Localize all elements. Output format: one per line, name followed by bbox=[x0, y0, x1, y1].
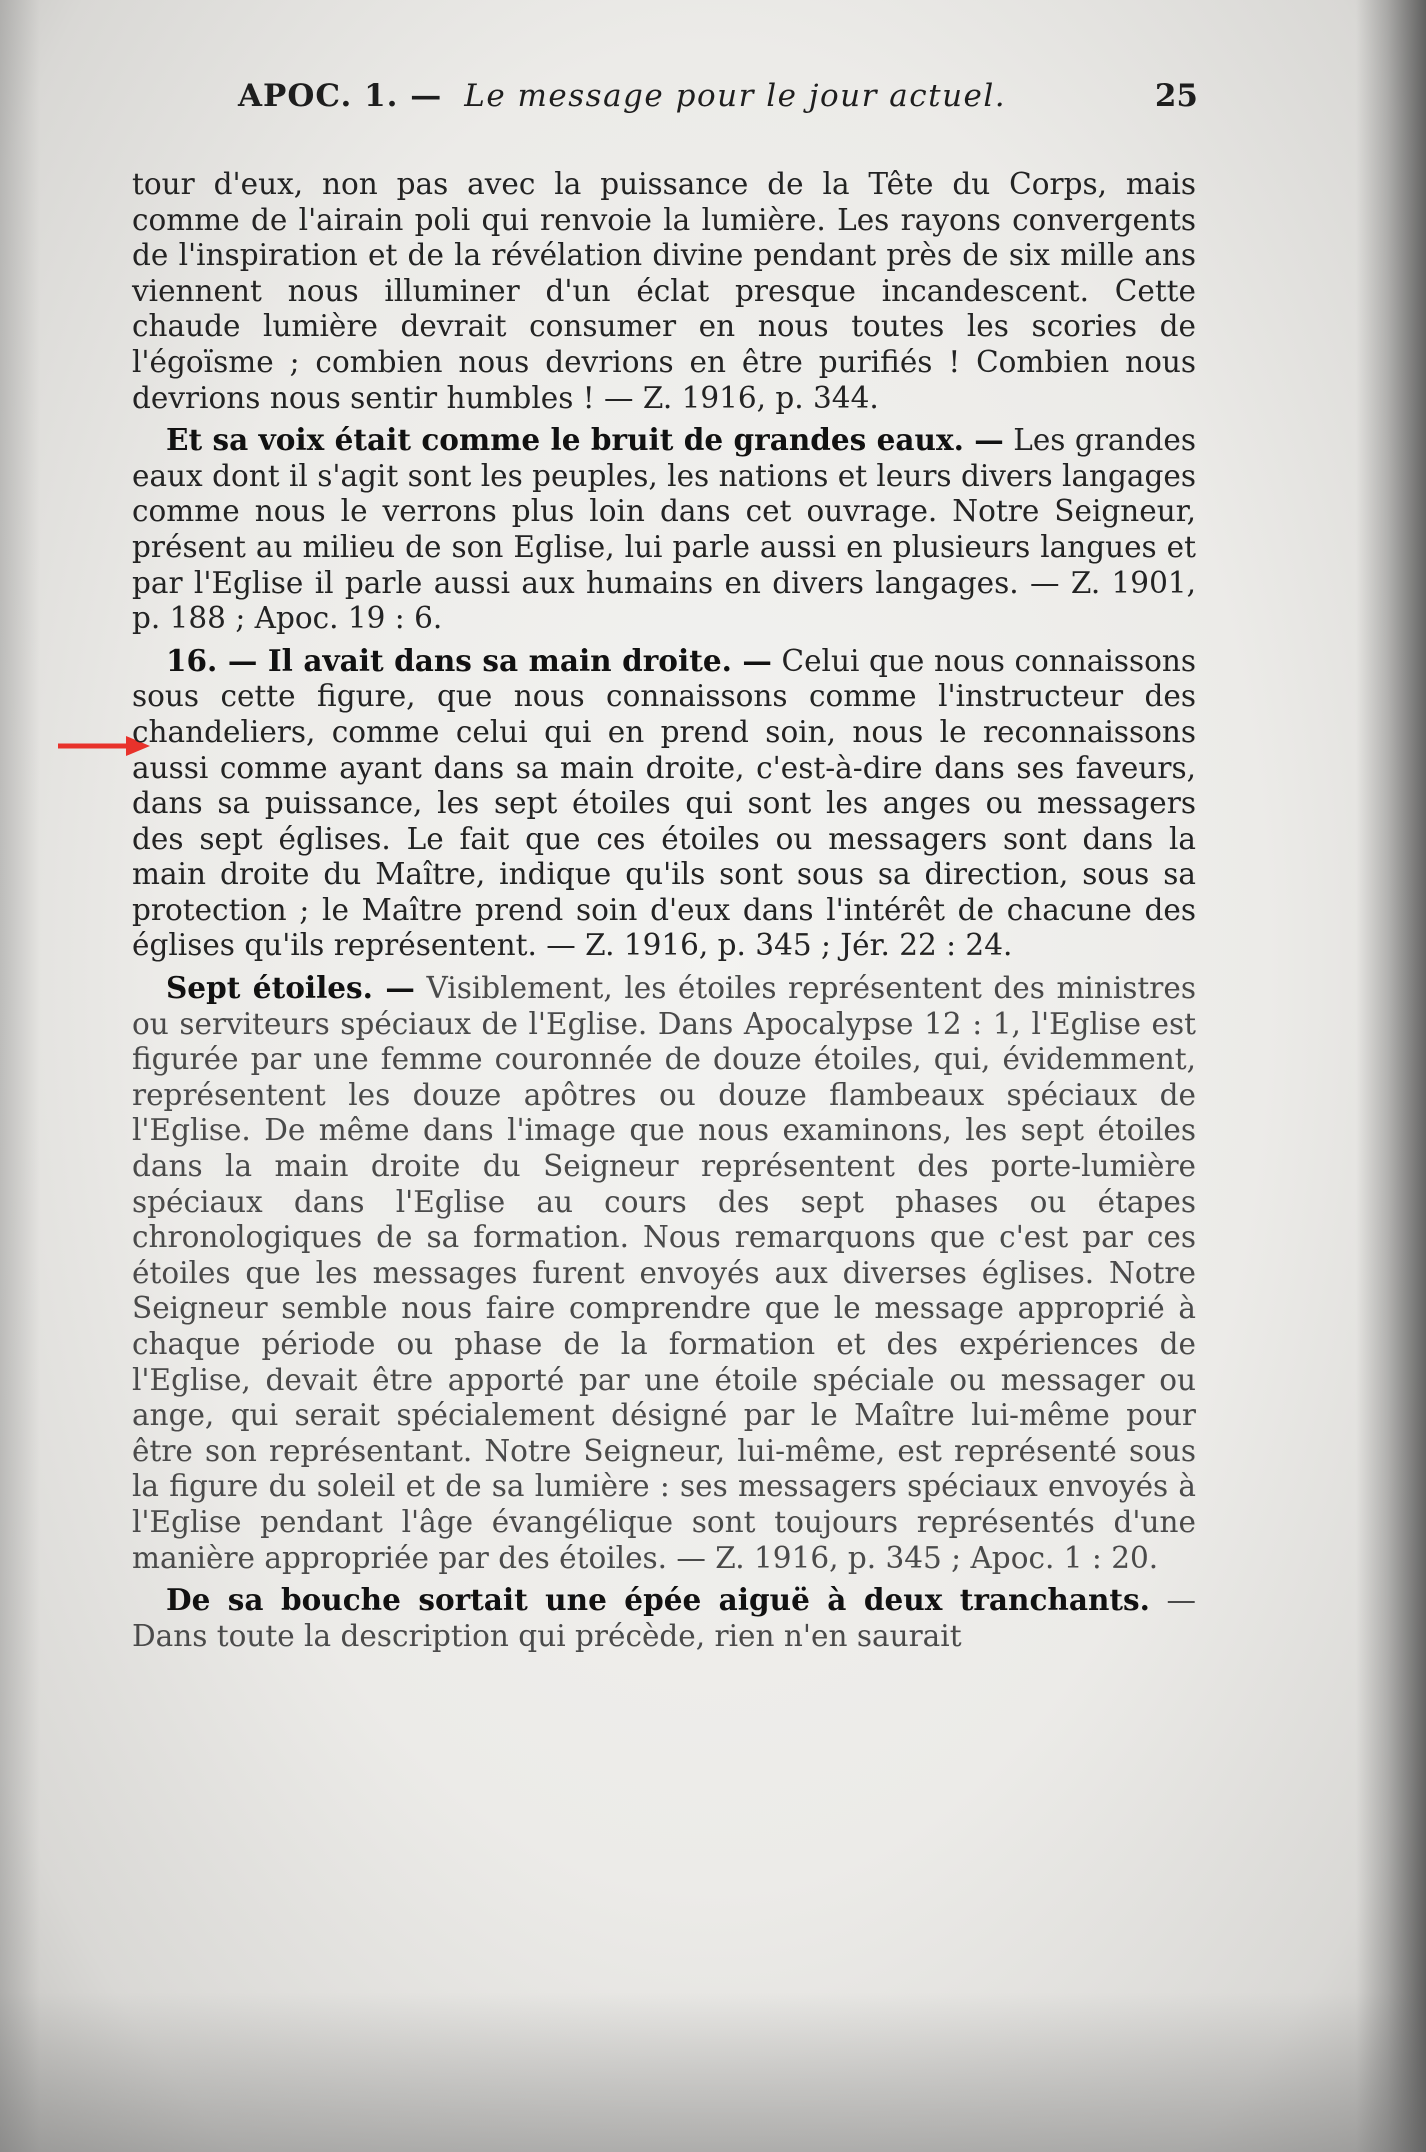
page-shadow-bottom bbox=[0, 1992, 1426, 2152]
page-number: 25 bbox=[1154, 78, 1198, 114]
paragraph-3-verse-16 bbox=[132, 643, 1196, 964]
paragraph-text: Visiblement, les étoiles représentent des ministres ou serviteurs spéciaux de l'Eglise. Dans Apocalypse 12 : 1, l'Eglise est figurée par une femme couronnée de douze étoiles, qui, évidemment, représentent les douze apôtres ou douze flambeaux spéciaux de l'Eglise. De même dans l'image que nous examinons, les sept étoiles dans la main droite du Seigneur représentent des porte-lumière spéciaux dans l'Eglise au cours des sept phases ou étapes chronologiques de sa formation. Nous remarquons que c'est par ces étoiles que les messages furent envoyés aux diverses églises. Notre Seigneur semble nous faire comprendre que le message approprié à chaque période ou phase de la formation et des expériences de l'Eglise, devait être apporté par une étoile spéciale ou messager ou ange, qui serait spécialement désigné par le Maître lui-même pour être son représentant. Notre Seigneur, lui-même, est représenté sous la figure du soleil et de sa lumière : ses messagers spéciaux envoyés à l'Eglise pendant l'âge évangélique sont toujours représentés d'une manière appropriée par des étoiles. — Z. 1916, p. 345 ; Apoc. 1 : 20. bbox=[132, 971, 1196, 1575]
paragraph-lead: De sa bouche sortait une épée aiguë à deux tranchants. bbox=[166, 1582, 1150, 1618]
page-shadow-right bbox=[1356, 0, 1426, 2152]
paragraph-text: Celui que nous connaissons sous cette figure, que nous connaissons comme l'instructeur des chandeliers, comme celui qui en prend soin, nous le reconnaissons aussi comme ayant dans sa main droite, c'est-à-dire dans ses faveurs, dans sa puissance, les sept étoiles qui sont les anges ou messagers des sept églises. Le fait que ces étoiles ou messagers sont dans la main droite du Maître, indique qu'ils sont sous sa direction, sous sa protection ; le Maître prend soin d'eux dans l'intérêt de chacune des églises qu'ils représentent. — Z. 1916, p. 345 ; Jér. 22 : 24. bbox=[132, 643, 1196, 963]
paragraph-2 bbox=[132, 422, 1196, 637]
paragraph-4 bbox=[132, 970, 1196, 1576]
paragraph-text: tour d'eux, non pas avec la puissance de la Tête du Corps, mais comme de l'airain poli qui renvoie la lumière. Les rayons convergents de l'inspiration et de la révélation divine pendant près de six mille ans viennent nous illuminer d'un éclat presque incandescent. Cette chaude lumière devrait consumer en nous toutes les scories de l'égoïsme ; combien nous devrions en être purifiés ! Combien nous devrions nous sentir humbles ! — Z. 1916, p. 344. bbox=[132, 167, 1196, 415]
paragraph-lead: Et sa voix était comme le bruit de grandes eaux. — bbox=[166, 422, 1004, 458]
paragraph-text: — Dans toute la description qui précède, rien n'en saurait bbox=[132, 1583, 1196, 1653]
running-header bbox=[238, 78, 1198, 124]
paragraph-1 bbox=[132, 166, 1196, 416]
page-shadow-left bbox=[0, 0, 40, 2152]
paragraph-lead: 16. — Il avait dans sa main droite. — bbox=[166, 642, 772, 678]
paragraph-text: Les grandes eaux dont il s'agit sont les peuples, les nations et leurs divers langages comme nous le verrons plus loin dans cet ouvrage. Notre Seigneur, présent au milieu de son Eglise, lui parle aussi en plusieurs langues et par l'Eglise il parle aussi aux humains en divers langages. — Z. 1901, p. 188 ; Apoc. 19 : 6. bbox=[132, 423, 1196, 636]
page-body bbox=[132, 166, 1196, 1660]
paragraph-5 bbox=[132, 1582, 1196, 1654]
paragraph-lead: Sept étoiles. — bbox=[166, 970, 415, 1006]
page-title: Le message pour le jour actuel. bbox=[464, 78, 1007, 114]
running-head: APOC. 1. — bbox=[238, 78, 443, 114]
